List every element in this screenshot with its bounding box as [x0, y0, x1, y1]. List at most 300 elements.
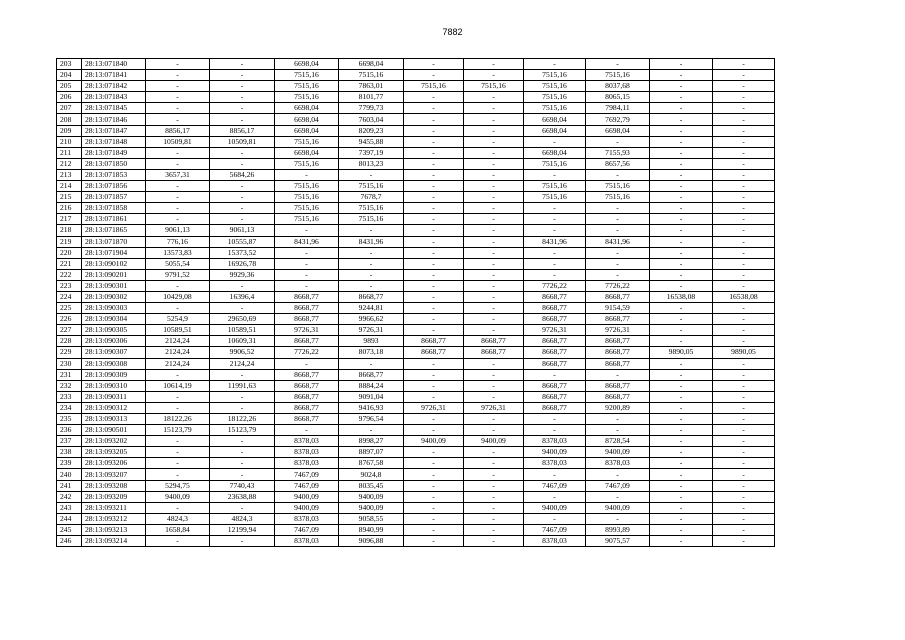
value-cell: 7863,01 [339, 81, 404, 92]
page-number: 7882 [442, 27, 463, 37]
value-cell: - [524, 214, 586, 225]
value-cell: 10589,51 [146, 325, 210, 336]
row-number-cell: 221 [57, 258, 82, 269]
table-row [57, 103, 775, 114]
value-cell: - [464, 114, 524, 125]
value-cell: - [464, 103, 524, 114]
value-cell: - [210, 70, 275, 81]
value-cell: - [713, 59, 775, 70]
value-cell: 18122,26 [146, 414, 210, 425]
value-cell: - [650, 136, 713, 147]
value-cell: 15123,79 [146, 425, 210, 436]
value-cell: - [210, 158, 275, 169]
value-cell: - [650, 181, 713, 192]
value-cell: 9726,31 [586, 325, 650, 336]
value-cell: - [586, 414, 650, 425]
value-cell: - [524, 169, 586, 180]
table-row [57, 491, 775, 502]
value-cell: - [275, 169, 339, 180]
row-number-cell: 242 [57, 491, 82, 502]
cadastral-number-cell: 28:13:071853 [82, 169, 146, 180]
value-cell: 7726,22 [275, 347, 339, 358]
value-cell: - [404, 136, 464, 147]
row-number-cell: 234 [57, 402, 82, 413]
value-cell: - [713, 269, 775, 280]
value-cell: 8431,96 [339, 236, 404, 247]
value-cell: - [464, 258, 524, 269]
value-cell: - [713, 181, 775, 192]
table-row [57, 169, 775, 180]
value-cell: - [464, 125, 524, 136]
row-number-cell: 210 [57, 136, 82, 147]
table-row [57, 280, 775, 291]
value-cell: - [464, 225, 524, 236]
row-number-cell: 244 [57, 513, 82, 524]
cadastral-number-cell: 28:13:090312 [82, 402, 146, 413]
value-cell: 9726,31 [404, 402, 464, 413]
value-cell: - [464, 358, 524, 369]
value-cell: 7515,16 [275, 136, 339, 147]
value-cell: - [713, 336, 775, 347]
value-cell: - [210, 369, 275, 380]
cadastral-number-cell: 28:13:090313 [82, 414, 146, 425]
value-cell: 9791,52 [146, 269, 210, 280]
value-cell: - [650, 536, 713, 547]
value-cell: 8668,77 [275, 291, 339, 302]
value-cell: 8856,17 [210, 125, 275, 136]
table-row [57, 59, 775, 70]
value-cell: 6698,04 [275, 125, 339, 136]
value-cell: - [713, 169, 775, 180]
row-number-cell: 231 [57, 369, 82, 380]
value-cell: - [650, 314, 713, 325]
value-cell: 6698,04 [275, 59, 339, 70]
value-cell: - [146, 402, 210, 413]
value-cell: - [713, 480, 775, 491]
value-cell: - [713, 303, 775, 314]
value-cell: - [650, 336, 713, 347]
value-cell: - [146, 303, 210, 314]
value-cell: - [524, 136, 586, 147]
value-cell: - [404, 425, 464, 436]
value-cell: 8668,77 [275, 402, 339, 413]
value-cell: - [650, 447, 713, 458]
value-cell: 9400,09 [146, 491, 210, 502]
value-cell: 10429,08 [146, 291, 210, 302]
value-cell: - [586, 425, 650, 436]
value-cell: 8668,77 [586, 291, 650, 302]
value-cell: - [713, 147, 775, 158]
value-cell: 7515,16 [586, 192, 650, 203]
value-cell: - [464, 192, 524, 203]
value-cell: 9075,57 [586, 536, 650, 547]
value-cell: - [464, 425, 524, 436]
value-cell: 29650,69 [210, 314, 275, 325]
value-cell: - [404, 391, 464, 402]
row-number-cell: 240 [57, 469, 82, 480]
value-cell: - [210, 280, 275, 291]
value-cell: - [210, 181, 275, 192]
value-cell: - [586, 247, 650, 258]
row-number-cell: 225 [57, 303, 82, 314]
table-row [57, 225, 775, 236]
cadastral-number-cell: 28:13:071861 [82, 214, 146, 225]
value-cell: - [275, 358, 339, 369]
value-cell: 5254,9 [146, 314, 210, 325]
row-number-cell: 219 [57, 236, 82, 247]
value-cell: - [713, 536, 775, 547]
value-cell: - [210, 92, 275, 103]
cadastral-number-cell: 28:13:071840 [82, 59, 146, 70]
value-cell: - [404, 225, 464, 236]
value-cell: 10614,19 [146, 380, 210, 391]
cadastral-number-cell: 28:13:071858 [82, 203, 146, 214]
value-cell: - [713, 214, 775, 225]
value-cell: - [339, 225, 404, 236]
value-cell: 9966,62 [339, 314, 404, 325]
value-cell: 7515,16 [524, 192, 586, 203]
value-cell: 7515,16 [275, 158, 339, 169]
value-cell: - [464, 303, 524, 314]
value-cell: - [210, 458, 275, 469]
value-cell: 6698,04 [524, 114, 586, 125]
value-cell: - [146, 147, 210, 158]
value-cell: 9416,93 [339, 402, 404, 413]
value-cell: - [404, 513, 464, 524]
value-cell: 9726,31 [339, 325, 404, 336]
value-cell: - [146, 369, 210, 380]
row-number-cell: 215 [57, 192, 82, 203]
value-cell: 7515,16 [275, 203, 339, 214]
value-cell: 10509,81 [146, 136, 210, 147]
table-row [57, 391, 775, 402]
value-cell: - [650, 303, 713, 314]
value-cell: 5055,54 [146, 258, 210, 269]
row-number-cell: 241 [57, 480, 82, 491]
row-number-cell: 237 [57, 436, 82, 447]
cadastral-number-cell: 28:13:071841 [82, 70, 146, 81]
value-cell: 7467,09 [275, 480, 339, 491]
value-cell: - [404, 114, 464, 125]
value-cell: - [404, 103, 464, 114]
value-cell: - [650, 369, 713, 380]
cadastral-number-cell: 28:13:090311 [82, 391, 146, 402]
table-body [57, 59, 775, 547]
value-cell: - [524, 369, 586, 380]
value-cell: 8378,03 [275, 436, 339, 447]
value-cell: - [713, 402, 775, 413]
value-cell: - [713, 358, 775, 369]
table-row [57, 214, 775, 225]
value-cell: - [339, 169, 404, 180]
value-cell: 8378,03 [586, 458, 650, 469]
value-cell: 8668,77 [586, 336, 650, 347]
table-row [57, 236, 775, 247]
value-cell: - [464, 92, 524, 103]
value-cell: 4824,3 [210, 513, 275, 524]
value-cell: 18122,26 [210, 414, 275, 425]
value-cell: - [404, 92, 464, 103]
value-cell: - [586, 59, 650, 70]
value-cell: - [650, 92, 713, 103]
value-cell: - [146, 59, 210, 70]
value-cell: 8668,77 [586, 391, 650, 402]
value-cell: - [339, 247, 404, 258]
value-cell: 9796,54 [339, 414, 404, 425]
value-cell: 5294,75 [146, 480, 210, 491]
row-number-cell: 220 [57, 247, 82, 258]
value-cell: 8668,77 [339, 369, 404, 380]
value-cell: - [713, 414, 775, 425]
value-cell: 7678,7 [339, 192, 404, 203]
value-cell: - [650, 325, 713, 336]
cadastral-number-cell: 28:13:090308 [82, 358, 146, 369]
table-row [57, 513, 775, 524]
value-cell: 9929,36 [210, 269, 275, 280]
value-cell: 7515,16 [339, 181, 404, 192]
value-cell: - [650, 402, 713, 413]
table-row [57, 269, 775, 280]
value-cell: 8940,99 [339, 524, 404, 535]
value-cell: - [713, 502, 775, 513]
value-cell: 6698,04 [275, 114, 339, 125]
row-number-cell: 214 [57, 181, 82, 192]
value-cell: 23638,88 [210, 491, 275, 502]
value-cell: - [650, 169, 713, 180]
value-cell: - [713, 236, 775, 247]
cadastral-number-cell: 28:13:090309 [82, 369, 146, 380]
cadastral-number-cell: 28:13:093209 [82, 491, 146, 502]
value-cell: - [464, 536, 524, 547]
value-cell: 12199,94 [210, 524, 275, 535]
value-cell: - [650, 436, 713, 447]
value-cell: - [713, 369, 775, 380]
value-cell: 2124,24 [146, 347, 210, 358]
value-cell: 9154,59 [586, 303, 650, 314]
value-cell: 9455,88 [339, 136, 404, 147]
value-cell: - [339, 258, 404, 269]
value-cell: - [404, 414, 464, 425]
value-cell: 8065,15 [586, 92, 650, 103]
value-cell: 16396,4 [210, 291, 275, 302]
row-number-cell: 204 [57, 70, 82, 81]
value-cell: 8668,77 [524, 314, 586, 325]
value-cell: - [524, 225, 586, 236]
cadastral-number-cell: 28:13:093212 [82, 513, 146, 524]
value-cell: - [713, 524, 775, 535]
value-cell: 8378,03 [275, 447, 339, 458]
value-cell: - [210, 447, 275, 458]
value-cell: 8668,77 [524, 347, 586, 358]
table-row [57, 147, 775, 158]
value-cell: - [650, 502, 713, 513]
value-cell: - [404, 536, 464, 547]
value-cell: 8668,77 [524, 291, 586, 302]
value-cell: - [586, 169, 650, 180]
value-cell: - [524, 269, 586, 280]
value-cell: - [146, 469, 210, 480]
value-cell: 8378,03 [275, 536, 339, 547]
row-number-cell: 211 [57, 147, 82, 158]
table-row [57, 92, 775, 103]
cadastral-number-cell: 28:13:071843 [82, 92, 146, 103]
value-cell: - [464, 414, 524, 425]
table-row [57, 303, 775, 314]
value-cell: 6698,04 [339, 59, 404, 70]
value-cell: 7799,73 [339, 103, 404, 114]
value-cell: 10509,81 [210, 136, 275, 147]
value-cell: 7515,16 [275, 70, 339, 81]
value-cell: 8668,77 [524, 402, 586, 413]
row-number-cell: 203 [57, 59, 82, 70]
value-cell: 8431,96 [586, 236, 650, 247]
value-cell: - [586, 269, 650, 280]
value-cell: - [650, 247, 713, 258]
cadastral-number-cell: 28:13:071850 [82, 158, 146, 169]
value-cell: 9400,09 [586, 502, 650, 513]
value-cell: - [713, 92, 775, 103]
value-cell: - [650, 158, 713, 169]
value-cell: 7726,22 [524, 280, 586, 291]
value-cell: 9244,81 [339, 303, 404, 314]
value-cell: - [713, 380, 775, 391]
row-number-cell: 245 [57, 524, 82, 535]
value-cell: - [210, 214, 275, 225]
value-cell: - [650, 469, 713, 480]
value-cell: 8668,77 [275, 414, 339, 425]
table-row [57, 402, 775, 413]
table-row [57, 414, 775, 425]
row-number-cell: 246 [57, 536, 82, 547]
value-cell: 7467,09 [586, 480, 650, 491]
table-row [57, 325, 775, 336]
value-cell: 8431,96 [524, 236, 586, 247]
value-cell: - [650, 70, 713, 81]
table-row [57, 258, 775, 269]
value-cell: 8897,07 [339, 447, 404, 458]
row-number-cell: 233 [57, 391, 82, 402]
value-cell: - [713, 280, 775, 291]
value-cell: - [275, 269, 339, 280]
value-cell: 7515,16 [464, 81, 524, 92]
value-cell: - [275, 258, 339, 269]
row-number-cell: 217 [57, 214, 82, 225]
value-cell: - [524, 258, 586, 269]
row-number-cell: 212 [57, 158, 82, 169]
value-cell: 7467,09 [275, 469, 339, 480]
value-cell: - [713, 447, 775, 458]
table-row [57, 336, 775, 347]
value-cell: 8378,03 [524, 536, 586, 547]
value-cell: - [713, 458, 775, 469]
value-cell: 8378,03 [524, 458, 586, 469]
value-cell: 8378,03 [275, 513, 339, 524]
value-cell: - [650, 114, 713, 125]
value-cell: - [146, 536, 210, 547]
value-cell: - [404, 203, 464, 214]
value-cell: 7515,16 [339, 214, 404, 225]
table-row [57, 314, 775, 325]
value-cell: 7515,16 [524, 103, 586, 114]
value-cell: 7515,16 [586, 70, 650, 81]
cadastral-number-cell: 28:13:090303 [82, 303, 146, 314]
value-cell: - [713, 469, 775, 480]
value-cell: 9726,31 [524, 325, 586, 336]
value-cell: - [713, 70, 775, 81]
cadastral-number-cell: 28:13:090305 [82, 325, 146, 336]
value-cell: 3657,31 [146, 169, 210, 180]
value-cell: 8209,23 [339, 125, 404, 136]
cadastral-number-cell: 28:13:090307 [82, 347, 146, 358]
cadastral-number-cell: 28:13:071847 [82, 125, 146, 136]
value-cell: - [404, 325, 464, 336]
value-cell: - [210, 192, 275, 203]
value-cell: - [650, 380, 713, 391]
value-cell: - [339, 425, 404, 436]
cadastral-number-cell: 28:13:090102 [82, 258, 146, 269]
cadastral-number-cell: 28:13:071870 [82, 236, 146, 247]
row-number-cell: 235 [57, 414, 82, 425]
value-cell: 7397,19 [339, 147, 404, 158]
row-number-cell: 238 [57, 447, 82, 458]
value-cell: - [275, 280, 339, 291]
value-cell: - [586, 136, 650, 147]
value-cell: - [339, 280, 404, 291]
table-row [57, 203, 775, 214]
value-cell: 9400,09 [275, 491, 339, 502]
value-cell: 8884,24 [339, 380, 404, 391]
cadastral-number-cell: 28:13:071842 [82, 81, 146, 92]
cadastral-number-cell: 28:13:090201 [82, 269, 146, 280]
value-cell: - [275, 247, 339, 258]
value-cell: 7515,16 [524, 158, 586, 169]
table-row [57, 81, 775, 92]
row-number-cell: 229 [57, 347, 82, 358]
value-cell: - [713, 125, 775, 136]
value-cell: - [404, 125, 464, 136]
value-cell: - [464, 203, 524, 214]
value-cell: - [404, 524, 464, 535]
value-cell: 8035,45 [339, 480, 404, 491]
table-row [57, 469, 775, 480]
table-row [57, 181, 775, 192]
value-cell: - [464, 447, 524, 458]
value-cell: - [586, 369, 650, 380]
cadastral-number-cell: 28:13:093208 [82, 480, 146, 491]
row-number-cell: 222 [57, 269, 82, 280]
table-row [57, 447, 775, 458]
value-cell: - [210, 147, 275, 158]
value-cell: 7467,09 [275, 524, 339, 535]
row-number-cell: 216 [57, 203, 82, 214]
value-cell: - [464, 458, 524, 469]
value-cell: 9400,09 [275, 502, 339, 513]
value-cell: - [404, 502, 464, 513]
value-cell: 7603,04 [339, 114, 404, 125]
value-cell: - [464, 269, 524, 280]
value-cell: 9091,04 [339, 391, 404, 402]
value-cell: - [210, 469, 275, 480]
value-cell: - [404, 480, 464, 491]
value-cell: - [650, 358, 713, 369]
value-cell: 6698,04 [275, 103, 339, 114]
cadastral-number-cell: 28:13:090501 [82, 425, 146, 436]
value-cell: - [210, 103, 275, 114]
value-cell: - [210, 402, 275, 413]
value-cell: 15373,52 [210, 247, 275, 258]
value-cell: - [210, 502, 275, 513]
cadastral-number-cell: 28:13:090301 [82, 280, 146, 291]
